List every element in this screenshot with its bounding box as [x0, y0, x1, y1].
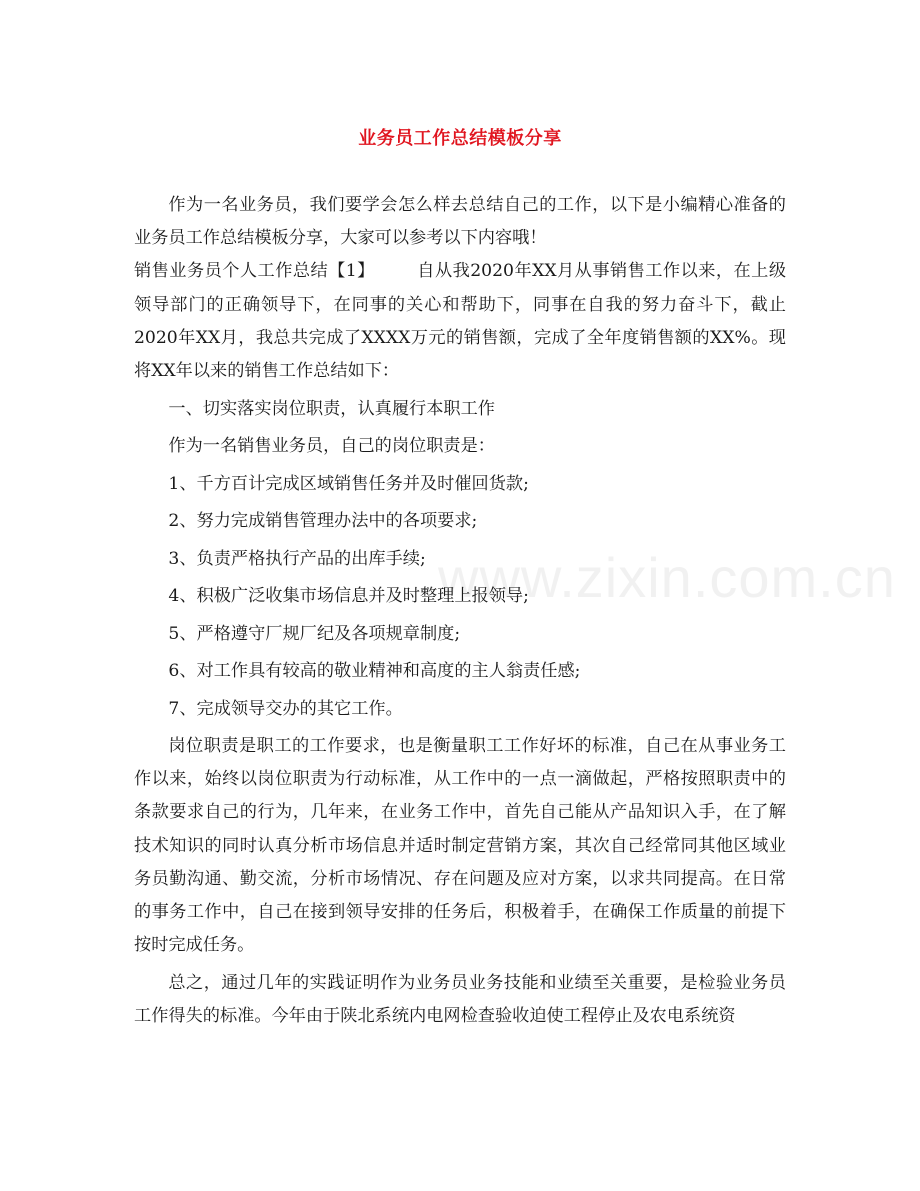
duty-paragraph: 岗位职责是职工的工作要求，也是衡量职工工作好坏的标准，自己在从事业务工作以来，始终以岗位职责为行动标准，从工作中的一点一滴做起，严格按照职责中的条款要求自己的行为，几年来，在业务工作中，首先自己能从产品知识入手，在了解技术知识的同时认真分析市场信息并适时制定营销方案，其次自己经常同其他区域业务员勤沟通、勤交流，分析市场情况、存在问题及应对方案，以求共同提高。在日常的事务工作中，自己在接到领导安排的任务后，积极着手，在确保工作质量的前提下按时完成任务。: [134, 736, 786, 956]
section-paragraph: [134, 255, 786, 388]
duty-item-3: 3、负责严格执行产品的出库手续;: [168, 548, 426, 569]
duty-item-5: 5、严格遵守厂规厂纪及各项规章制度;: [168, 623, 461, 644]
document-title: 业务员工作总结模板分享: [358, 128, 562, 149]
duties-intro: 作为一名销售业务员，自己的岗位职责是：: [168, 436, 495, 457]
duty-item-7: 7、完成领导交办的其它工作。: [168, 698, 403, 719]
duty-item-4: 4、积极广泛收集市场信息并及时整理上报领导;: [168, 586, 529, 607]
section-opening: 自从我2020年XX月从事销售工作以来，在上级领导部门的正确领导下，在同事的关心和帮助下，同事在自我的努力奋斗下，截止2020年XX月，我总共完成了XXXX万元的销售额，完成了全年度销售额的XX%。现将XX年以来的销售工作总结如下：: [134, 261, 787, 382]
duty-item-1: 1、千方百计完成区域销售任务并及时催回货款;: [168, 473, 529, 494]
duty-item-2: 2、努力完成销售管理办法中的各项要求;: [168, 511, 478, 532]
watermark: www.zixin.com.cn: [438, 546, 896, 609]
heading-1: 一、切实落实岗位职责，认真履行本职工作: [168, 398, 495, 419]
summary-paragraph: 总之，通过几年的实践证明作为业务员业务技能和业绩至关重要，是检验业务员工作得失的标准。今年由于陕北系统内电网检查验收迫使工程停止及农电系统资: [134, 972, 786, 1026]
duty-item-6: 6、对工作具有较高的敬业精神和高度的主人翁责任感;: [168, 661, 581, 682]
intro-paragraph: 作为一名业务员，我们要学会怎么样去总结自己的工作，以下是小编精心准备的业务员工作总结模板分享，大家可以参考以下内容哦！: [134, 195, 786, 249]
document-body: [134, 189, 786, 1033]
section-label: 销售业务员个人工作总结【1】: [134, 261, 375, 282]
